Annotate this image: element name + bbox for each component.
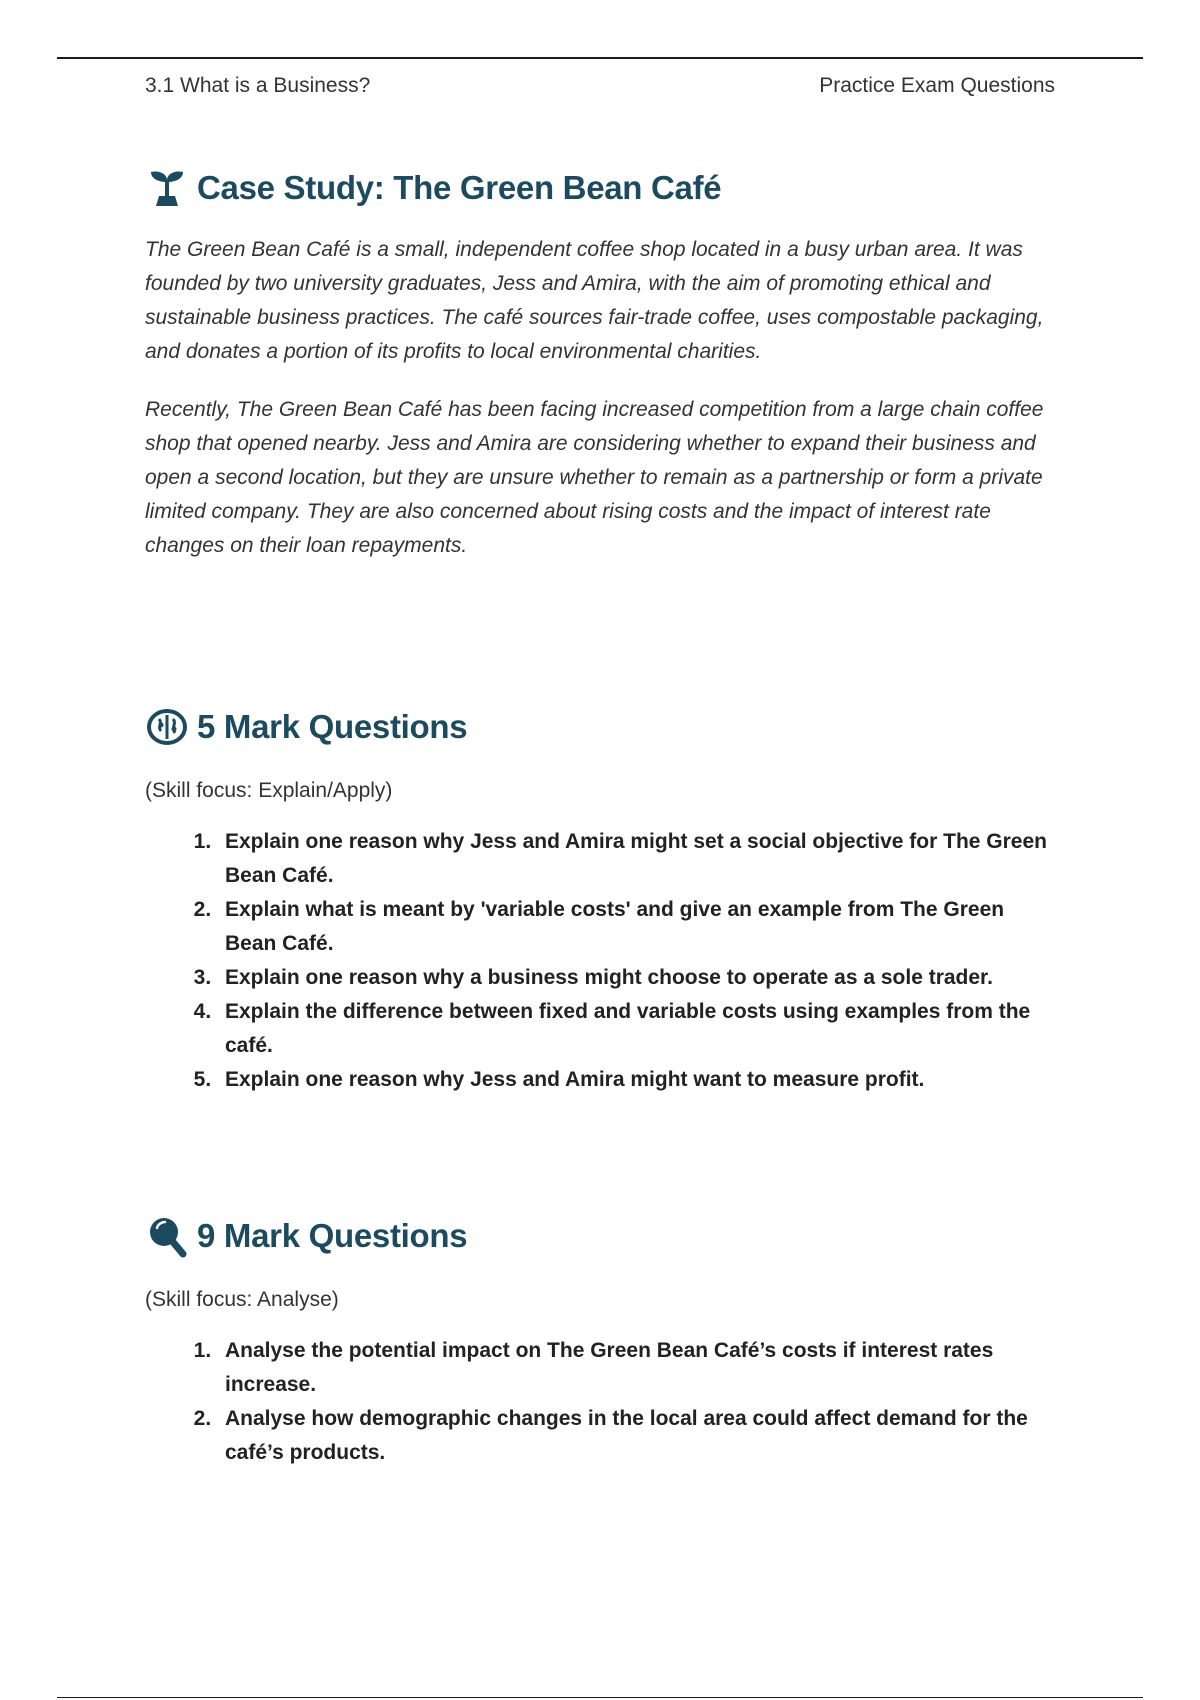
nine-mark-title: 9 Mark Questions: [197, 1217, 468, 1254]
five-mark-title: 5 Mark Questions: [197, 708, 468, 745]
list-item: 1. Explain one reason why Jess and Amira might set a social objective for The Green Bean Café.: [217, 825, 1055, 893]
nine-mark-question-list: [145, 1334, 1055, 1470]
five-mark-question-list: [145, 825, 1055, 1097]
bottom-rule: [57, 1697, 1143, 1698]
case-study-section: [145, 163, 1055, 563]
case-study-paragraph-2: Recently, The Green Bean Café has been facing increased competition from a large chain coffee shop that opened nearby. Jess and Amira are considering whether to expand their business and open a second location, but they are unsure whether to remain as a partnership or form a private limited company. They are also concerned about rising costs and the impact of interest rate changes on their loan repayments.: [145, 398, 1044, 557]
five-mark-skill-focus: (Skill focus: Explain/Apply): [145, 779, 393, 802]
brain-icon: [145, 705, 189, 749]
five-mark-heading: [145, 702, 1055, 752]
top-rule: [57, 57, 1143, 59]
nine-mark-skill-focus: (Skill focus: Analyse): [145, 1288, 339, 1311]
list-item: 1. Analyse the potential impact on The Green Bean Café’s costs if interest rates increase.: [217, 1334, 1055, 1402]
list-item: 2. Explain what is meant by 'variable costs' and give an example from The Green Bean Café.: [217, 893, 1055, 961]
case-study-title: Case Study: The Green Bean Café: [197, 169, 722, 206]
case-study-paragraph-1: The Green Bean Café is a small, independent coffee shop located in a busy urban area. It was founded by two university graduates, Jess and Amira, with the aim of promoting ethical and sustainable business practices. The café sources fair-trade coffee, uses compostable packaging, and donates a portion of its profits to local environmental charities.: [145, 238, 1044, 363]
magnifier-icon: [145, 1214, 189, 1258]
list-item: 2. Analyse how demographic changes in the local area could affect demand for the café’s products.: [217, 1402, 1055, 1470]
seedling-icon: [145, 166, 189, 210]
case-study-heading: [145, 163, 1055, 213]
five-mark-section: [145, 702, 1055, 1097]
page-header: [145, 74, 1055, 104]
nine-mark-section: [145, 1211, 1055, 1470]
list-item: 5. Explain one reason why Jess and Amira might want to measure profit.: [217, 1063, 1055, 1097]
header-doc-title: Practice Exam Questions: [819, 74, 1055, 97]
nine-mark-heading: [145, 1211, 1055, 1261]
list-item: 4. Explain the difference between fixed and variable costs using examples from the café.: [217, 995, 1055, 1063]
header-section-title: 3.1 What is a Business?: [145, 74, 371, 97]
list-item: 3. Explain one reason why a business might choose to operate as a sole trader.: [217, 961, 1055, 995]
